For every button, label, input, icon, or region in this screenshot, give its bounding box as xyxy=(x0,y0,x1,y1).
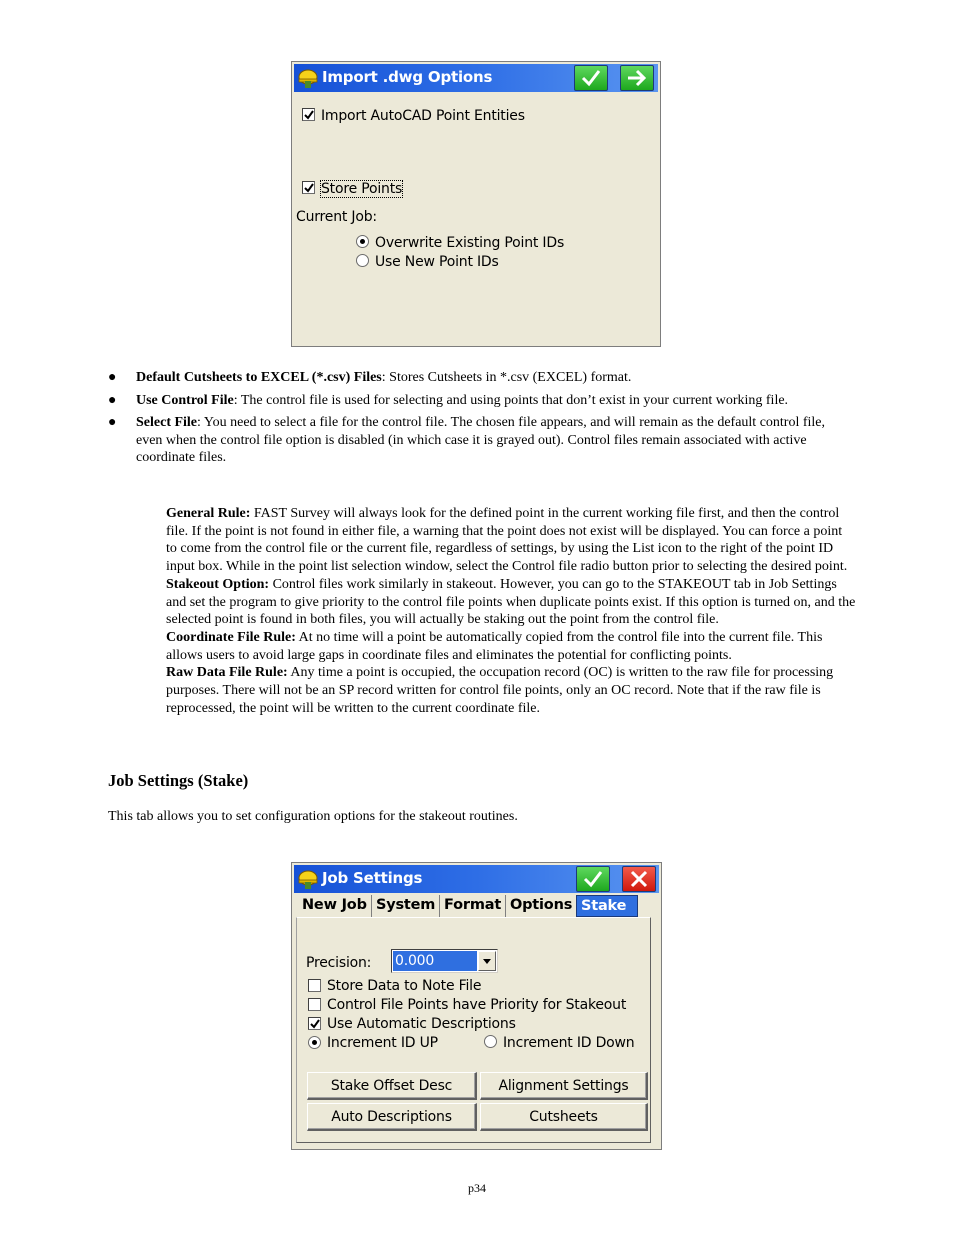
list-item xyxy=(108,369,828,387)
current-job-label: Current Job: xyxy=(296,209,377,225)
import-autocad-checkbox[interactable] xyxy=(302,108,315,121)
rule-text: At no time will a point be automatically copied from the control file into the current file. This allows users to avoid large gaps in coordinate files and eliminates the potential for conflicting points. xyxy=(166,629,823,663)
increment-up-radio[interactable] xyxy=(308,1036,321,1049)
rule-term: Coordinate File Rule: xyxy=(166,629,296,645)
bullet-term: Default Cutsheets to EXCEL (*.csv) Files xyxy=(136,370,382,385)
bullet-term: Select File xyxy=(136,415,198,431)
list-item xyxy=(108,392,828,410)
tab-stake[interactable]: Stake xyxy=(576,895,638,917)
tab-system[interactable]: System xyxy=(372,895,440,917)
arrow-right-icon xyxy=(626,68,648,88)
precision-value: 0.000 xyxy=(393,951,477,971)
rule-text: Any time a point is occupied, the occupation record (OC) is written to the raw file for processing purposes. There will not be an SP record written for control file points, only an OC record. Note that if the raw file is reprocessed, the point will be written to the current coordinate file. xyxy=(166,665,834,716)
ok-button[interactable] xyxy=(574,65,608,91)
check-icon xyxy=(303,109,315,121)
next-button[interactable] xyxy=(620,65,654,91)
store-data-checkbox[interactable] xyxy=(308,979,321,992)
import-autocad-label: Import AutoCAD Point Entities xyxy=(321,108,525,124)
overwrite-label: Overwrite Existing Point IDs xyxy=(375,235,565,251)
precision-dropdown[interactable] xyxy=(391,949,498,973)
rule-term: Raw Data File Rule: xyxy=(166,665,288,681)
rule-term: Stakeout Option: xyxy=(166,576,270,592)
bullet-term: Use Control File xyxy=(136,392,234,408)
rule-text: Control files work similarly in stakeout. However, you can go to the STAKEOUT tab in Job Settings and set the program to give priority to the control file points when duplicate points exist. If this option is turned on, and the selected point is found in both files, you will actually be staking out the point from the control file. xyxy=(166,576,856,628)
dialog-titlebar xyxy=(294,64,658,92)
auto-descriptions-button[interactable]: Auto Descriptions xyxy=(307,1103,477,1131)
close-icon xyxy=(628,869,650,889)
increment-up-label: Increment ID UP xyxy=(327,1035,438,1051)
checkmark-icon xyxy=(582,869,604,889)
surveyor-helmet-icon xyxy=(296,868,320,890)
control-file-rules xyxy=(166,505,856,717)
dialog-title: Job Settings xyxy=(322,869,423,887)
increment-down-label: Increment ID Down xyxy=(503,1035,635,1051)
rule-term: General Rule: xyxy=(166,506,251,521)
check-icon xyxy=(303,182,315,194)
import-dwg-dialog xyxy=(291,61,661,347)
page-number: p34 xyxy=(468,1181,486,1195)
auto-desc-checkbox[interactable] xyxy=(308,1017,321,1030)
store-points-checkbox[interactable] xyxy=(302,181,315,194)
control-priority-label: Control File Points have Priority for Stakeout xyxy=(327,997,627,1013)
rule-paragraph xyxy=(166,576,856,629)
cutsheets-button[interactable]: Cutsheets xyxy=(480,1103,648,1131)
bullet-icon: ● xyxy=(108,370,117,385)
cancel-button[interactable] xyxy=(622,866,656,892)
option-bullet-list xyxy=(108,369,828,472)
check-icon xyxy=(309,1018,321,1030)
auto-desc-label: Use Automatic Descriptions xyxy=(327,1016,516,1032)
use-new-ids-radio[interactable] xyxy=(356,254,369,267)
use-new-ids-label: Use New Point IDs xyxy=(375,254,499,270)
stake-offset-desc-button[interactable]: Stake Offset Desc xyxy=(307,1072,477,1100)
dialog-titlebar xyxy=(294,865,659,893)
bullet-icon: ● xyxy=(108,392,117,408)
rule-paragraph xyxy=(166,664,856,717)
store-data-label: Store Data to Note File xyxy=(327,978,482,994)
overwrite-radio[interactable] xyxy=(356,235,369,248)
bullet-text: : Stores Cutsheets in *.csv (EXCEL) format. xyxy=(381,370,632,385)
increment-down-radio[interactable] xyxy=(484,1035,497,1048)
dialog-title: Import .dwg Options xyxy=(322,68,493,86)
section-heading: Job Settings (Stake) xyxy=(108,771,249,790)
surveyor-helmet-icon xyxy=(296,67,320,89)
rule-text: FAST Survey will always look for the defined point in the current working file first, and then the control file. If the point is not found in either file, a warning that the point does not exist will be displayed. You can force a point to come from the control file or the current file, regardless of settings, by using the List icon to the right of the point ID input box. While in the point list selection window, select the Control file radio button prior to selecting the desired point. xyxy=(166,506,848,575)
alignment-settings-button[interactable]: Alignment Settings xyxy=(480,1072,648,1100)
tab-options[interactable]: Options xyxy=(506,895,577,917)
chevron-down-icon[interactable] xyxy=(478,951,496,971)
section-intro: This tab allows you to set configuration options for the stakeout routines. xyxy=(108,809,518,824)
rule-paragraph xyxy=(166,505,856,576)
store-points-label: Store Points xyxy=(321,181,403,197)
precision-label: Precision: xyxy=(306,955,372,971)
job-settings-dialog xyxy=(291,862,662,1150)
tab-new-job[interactable]: New Job xyxy=(298,895,372,917)
rule-paragraph xyxy=(166,629,856,664)
checkmark-icon xyxy=(580,68,602,88)
tab-format[interactable]: Format xyxy=(440,895,506,917)
ok-button[interactable] xyxy=(576,866,610,892)
list-item xyxy=(108,414,828,467)
bullet-icon: ● xyxy=(108,415,117,431)
bullet-text: : You need to select a file for the control file. The chosen file appears, and will remain as the default control file, even when the control file option is disabled (in which case it is grayed out). Control files remain associated with active coordinate files. xyxy=(136,415,826,466)
control-priority-checkbox[interactable] xyxy=(308,998,321,1011)
bullet-text: : The control file is used for selecting and using points that don’t exist in your current working file. xyxy=(233,392,789,408)
